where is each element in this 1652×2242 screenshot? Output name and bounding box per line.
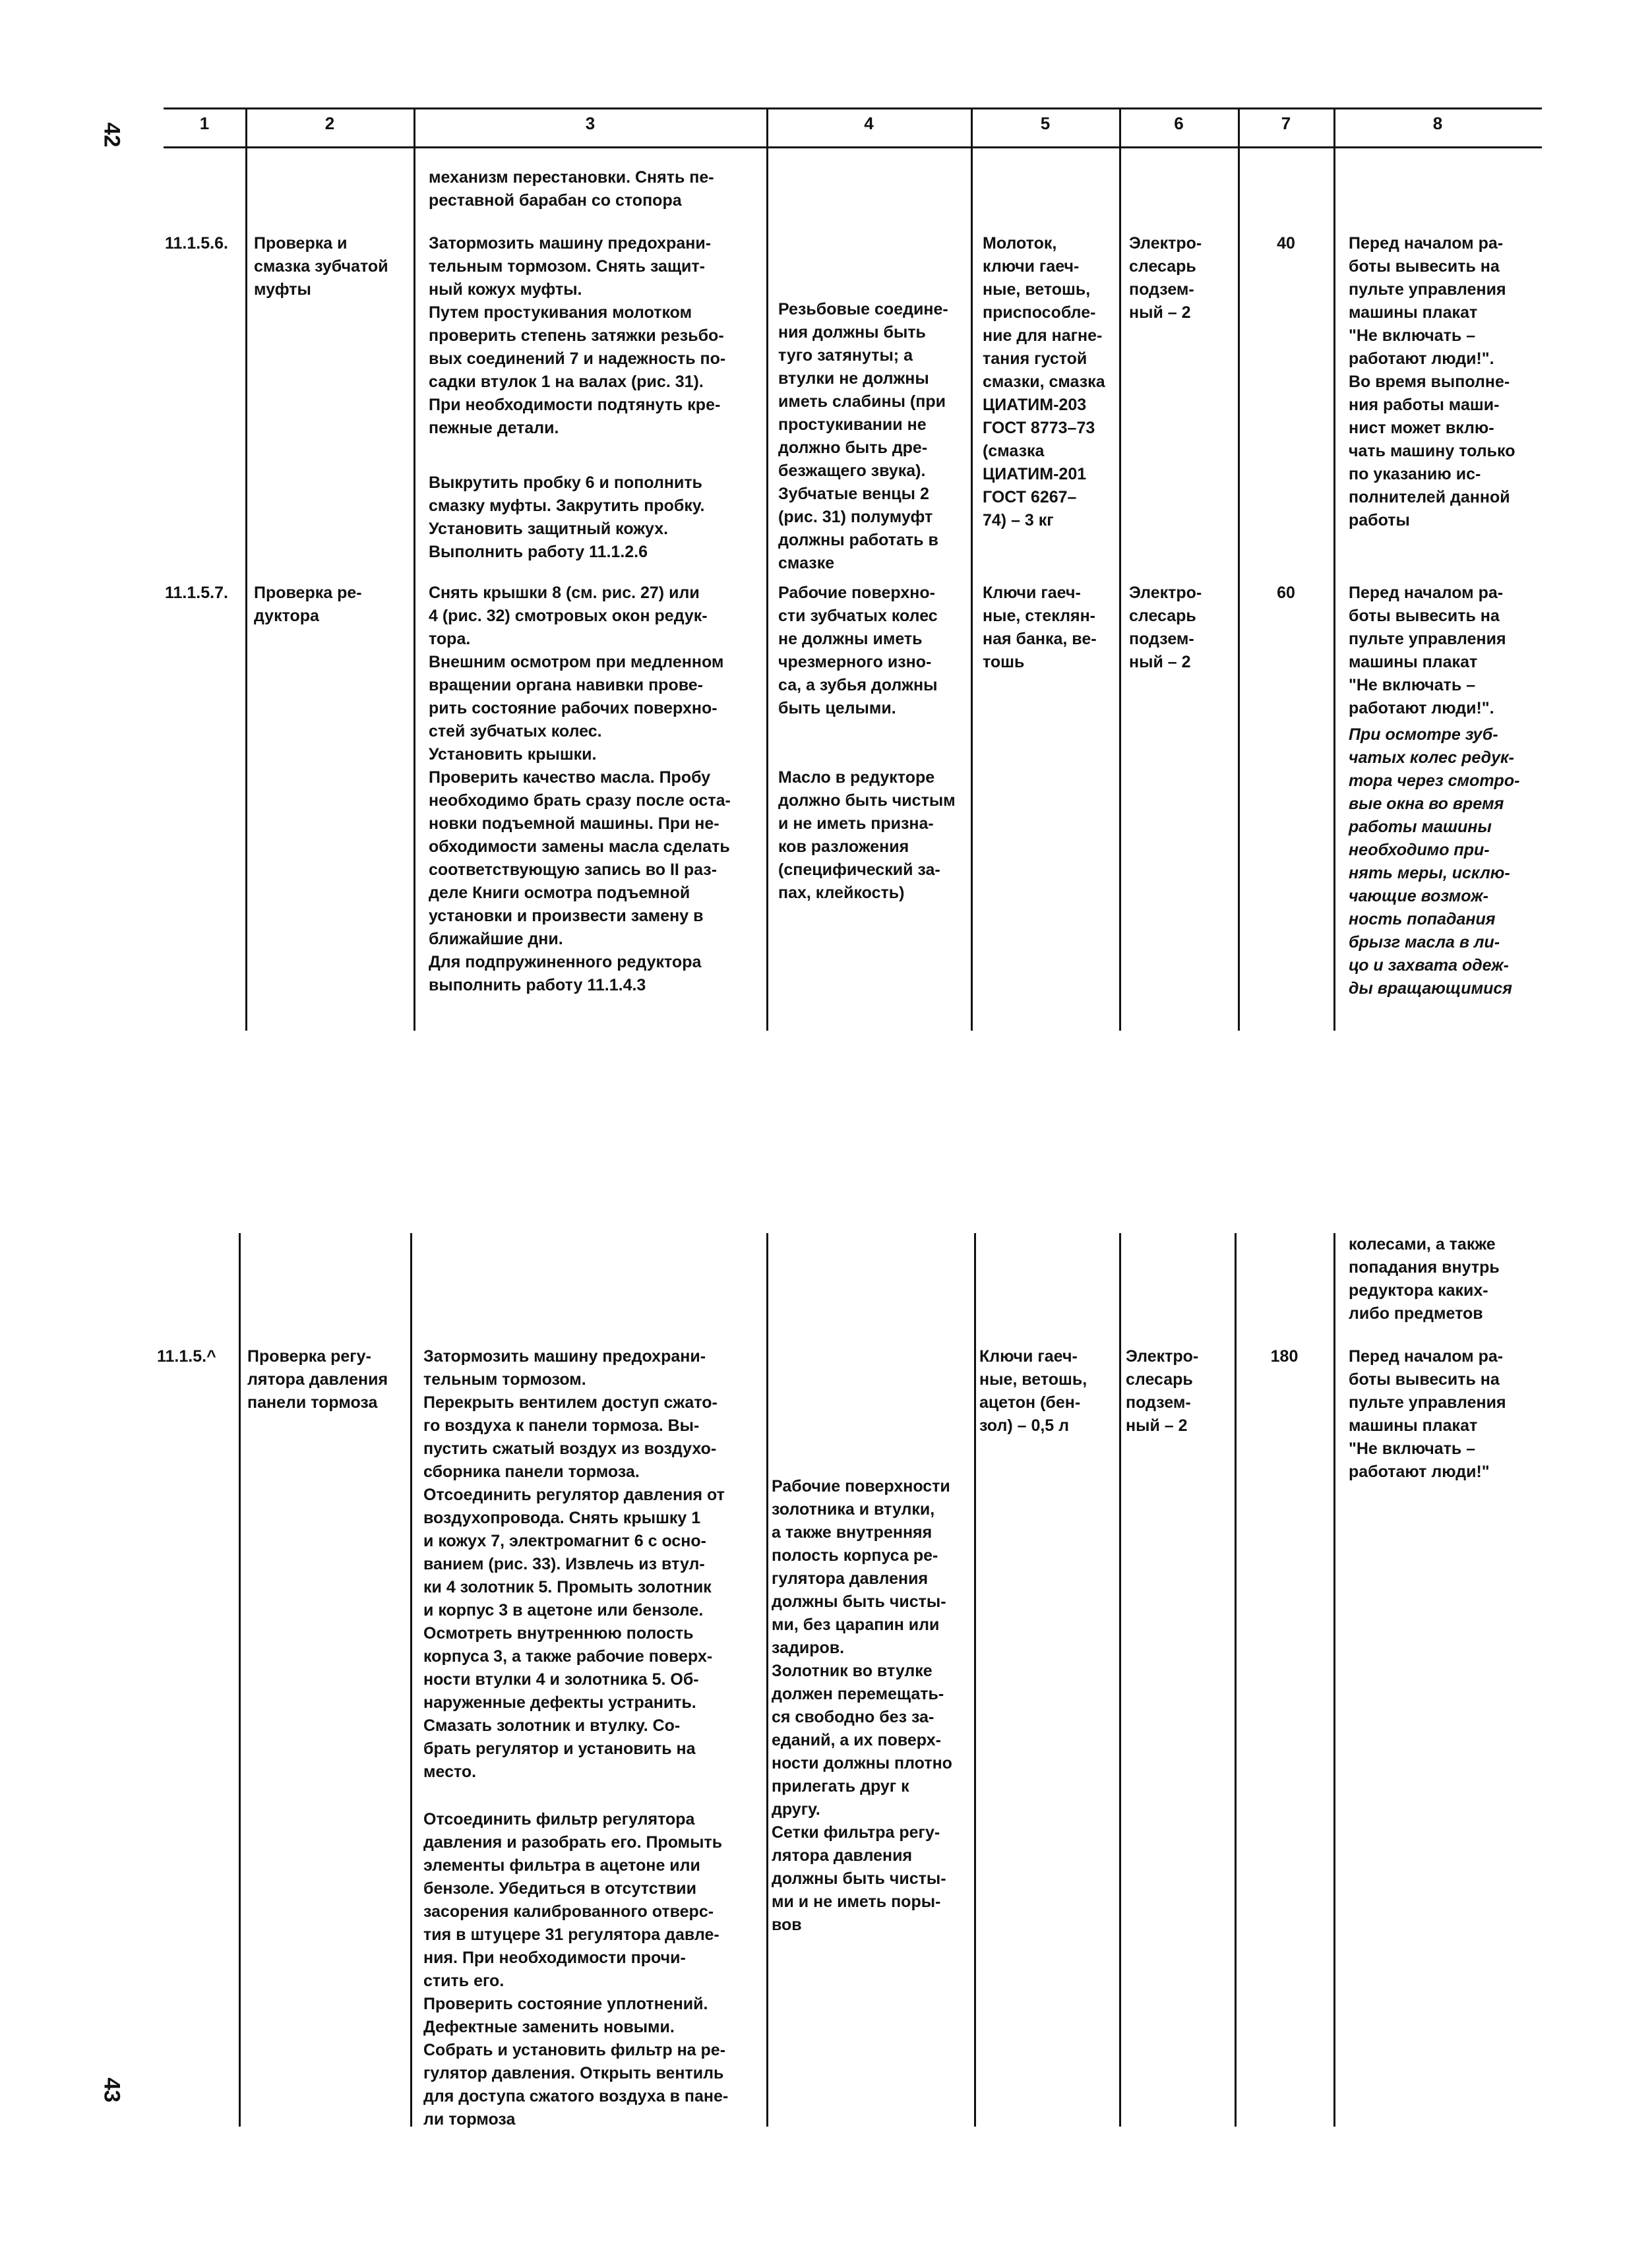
- row-title: Проверка и смазка зубчатой муфты: [254, 234, 388, 299]
- column-header-4: 4: [864, 113, 874, 133]
- row-number: 11.1.5.7.: [165, 584, 228, 602]
- row-procedure: Проверить качество масла. Пробу необходимо брать сразу после оста- новки подъемной машины. При не- обходимости замены масла сделать соответствующую запись во II раз- деле Книги осмотра подъемной установки и произвести замену в ближайшие дни. Для подпружиненного редуктора выполнить работу 11.1.4.3: [429, 768, 731, 994]
- row-procedure: Отсоединить фильтр регулятора давления и разобрать его. Промыть элементы фильтра в ацетоне или бензоле. Убедиться в отсутствии засорения калиброванного отверс- тия в штуцере 31 регулятора давле- ния. При необходимости прочи- стить его. Проверить состояние уплотнений. Дефектные заменить новыми. Собрать и установить фильтр на ре- гулятор давления. Открыть вентиль для доступа сжатого воздуха в пане- ли тормоза: [423, 1810, 729, 2129]
- row-procedure: Затормозить машину предохрани- тельным тормозом. Снять защит- ный кожух муфты. Путем простукивания молотком проверить степень затяжки резьбо- вых соединений 7 и надежность по- садки втулок 1 на валах (рис. 31). При необходимости подтянуть кре- пежные детали.: [429, 234, 726, 437]
- column-rule: [971, 107, 973, 1031]
- row-performer: Электро- слесарь подзем- ный – 2: [1129, 584, 1202, 671]
- column-rule: [766, 107, 768, 1031]
- column-rule: [1119, 1233, 1121, 2127]
- column-header-2: 2: [324, 113, 335, 133]
- column-header-8: 8: [1432, 113, 1443, 133]
- row-duration: 180: [1270, 1347, 1299, 1366]
- column-rule: [1333, 107, 1335, 1031]
- column-rule: [410, 1233, 412, 2127]
- column-header-1: 1: [199, 113, 210, 133]
- column-header-3: 3: [585, 113, 596, 133]
- row-procedure: Снять крышки 8 (см. рис. 27) или 4 (рис. 32) смотровых окон редук- тора. Внешним осмотром при медленном вращении органа навивки прове- рить состояние рабочих поверхно- стей зубчатых колес. Установить крышки.: [429, 584, 724, 764]
- row-tools: Молоток, ключи гаеч- ные, ветошь, приспособле- ние для нагне- тания густой смазки, смазка ЦИАТИМ-203 ГОСТ 8773–73 (смазка ЦИАТИМ-201 ГОСТ 6267– 74) – 3 кг: [983, 234, 1105, 530]
- row-title: Проверка ре- дуктора: [254, 584, 362, 625]
- column-header-7: 7: [1281, 113, 1291, 133]
- column-rule: [766, 1233, 768, 2127]
- row-performer: Электро- слесарь подзем- ный – 2: [1126, 1347, 1199, 1435]
- column-rule: [239, 1233, 241, 2127]
- column-rule: [974, 1233, 976, 2127]
- row-number: 11.1.5.6.: [165, 234, 228, 253]
- row-duration: 60: [1277, 584, 1295, 602]
- row-tools: Ключи гаеч- ные, стеклян- ная банка, ве- тошь: [983, 584, 1097, 671]
- row-requirements: Рабочие поверхности золотника и втулки, а также внутренняя полость корпуса ре- гулятора давления должны быть чисты- ми, без царапин или задиров. Золотник во втулке должен перемещать- ся свободно без за- еданий, а их поверх- ности должны плотно прилегать друг к другу. Сетки фильтра регу- лятора давления должны быть чисты- ми и не иметь поры- вов: [772, 1477, 952, 1934]
- row-requirements: Рабочие поверхно- сти зубчатых колес не должны иметь чрезмерного изно- са, а зубья должны быть целыми.: [778, 584, 938, 717]
- row-procedure: Выкрутить пробку 6 и пополнить смазку муфты. Закрутить пробку. Установить защитный кожух. Выполнить работу 11.1.2.6: [429, 473, 705, 561]
- row-requirements: Резьбовые соедине- ния должны быть туго затянуты; а втулки не должны иметь слабины (при простукивании не должно быть дре- безжащего звука). Зубчатые венцы 2 (рис. 31) полумуфт должны работать в смазке: [778, 300, 948, 572]
- row-notes: Перед началом ра- боты вывесить на пульте управления машины плакат "Не включать – работают люди!".: [1349, 584, 1506, 717]
- page-number-left: 42: [99, 122, 125, 148]
- row-procedure: Затормозить машину предохрани- тельным тормозом. Перекрыть вентилем доступ сжато- го воздуха к панели тормоза. Вы- пустить сжатый воздух из воздухо- сборника панели тормоза. Отсоединить регулятор давления от воздухопровода. Снять крышку 1 и кожух 7, электромагнит 6 с осно- ванием (рис. 33). Извлечь из втул- ки 4 золотник 5. Промыть золотник и корпус 3 в ацетоне или бензоле. Осмотреть внутреннюю полость корпуса 3, а также рабочие поверх- ности втулки 4 и золотника 5. Об- наруженные дефекты устранить. Смазать золотник и втулку. Со- брать регулятор и установить на место.: [423, 1347, 725, 1781]
- row-duration: 40: [1277, 234, 1295, 253]
- row-notes-continuation: колесами, а также попадания внутрь редуктора каких- либо предметов: [1349, 1235, 1500, 1323]
- row-number: 11.1.5.^: [157, 1347, 216, 1366]
- row-notes: Перед началом ра- боты вывесить на пульте управления машины плакат "Не включать – работают люди!": [1349, 1347, 1506, 1481]
- column-rule: [245, 107, 247, 1031]
- row-requirements: Масло в редукторе должно быть чистым и не иметь призна- ков разложения (специфический за- пах, клейкость): [778, 768, 956, 902]
- column-rule: [1333, 1233, 1335, 2127]
- row-performer: Электро- слесарь подзем- ный – 2: [1129, 234, 1202, 322]
- column-header-6: 6: [1174, 113, 1184, 133]
- row-title: Проверка регу- лятора давления панели тормоза: [247, 1347, 388, 1412]
- column-header-5: 5: [1040, 113, 1051, 133]
- intro-text: механизм перестановки. Снять пе- реставной барабан со стопора: [429, 168, 714, 210]
- column-rule: [1119, 107, 1121, 1031]
- row-notes: Перед началом ра- боты вывесить на пульте управления машины плакат "Не включать – работают люди!". Во время выполне- ния работы маши- нист может вклю- чать машину только по указанию ис- полнителей данной работы: [1349, 234, 1515, 530]
- page-number-right: 43: [99, 2077, 125, 2103]
- row-notes: При осмотре зуб- чатых колес редук- тора через смотро- вые окна во время работы машины необходимо при- нять меры, исклю- чающие возмож- ность попадания брызг масла в ли- цо и захвата одеж- ды вращающимися: [1349, 725, 1520, 998]
- row-tools: Ключи гаеч- ные, ветошь, ацетон (бен- зол) – 0,5 л: [979, 1347, 1087, 1435]
- column-rule: [413, 107, 415, 1031]
